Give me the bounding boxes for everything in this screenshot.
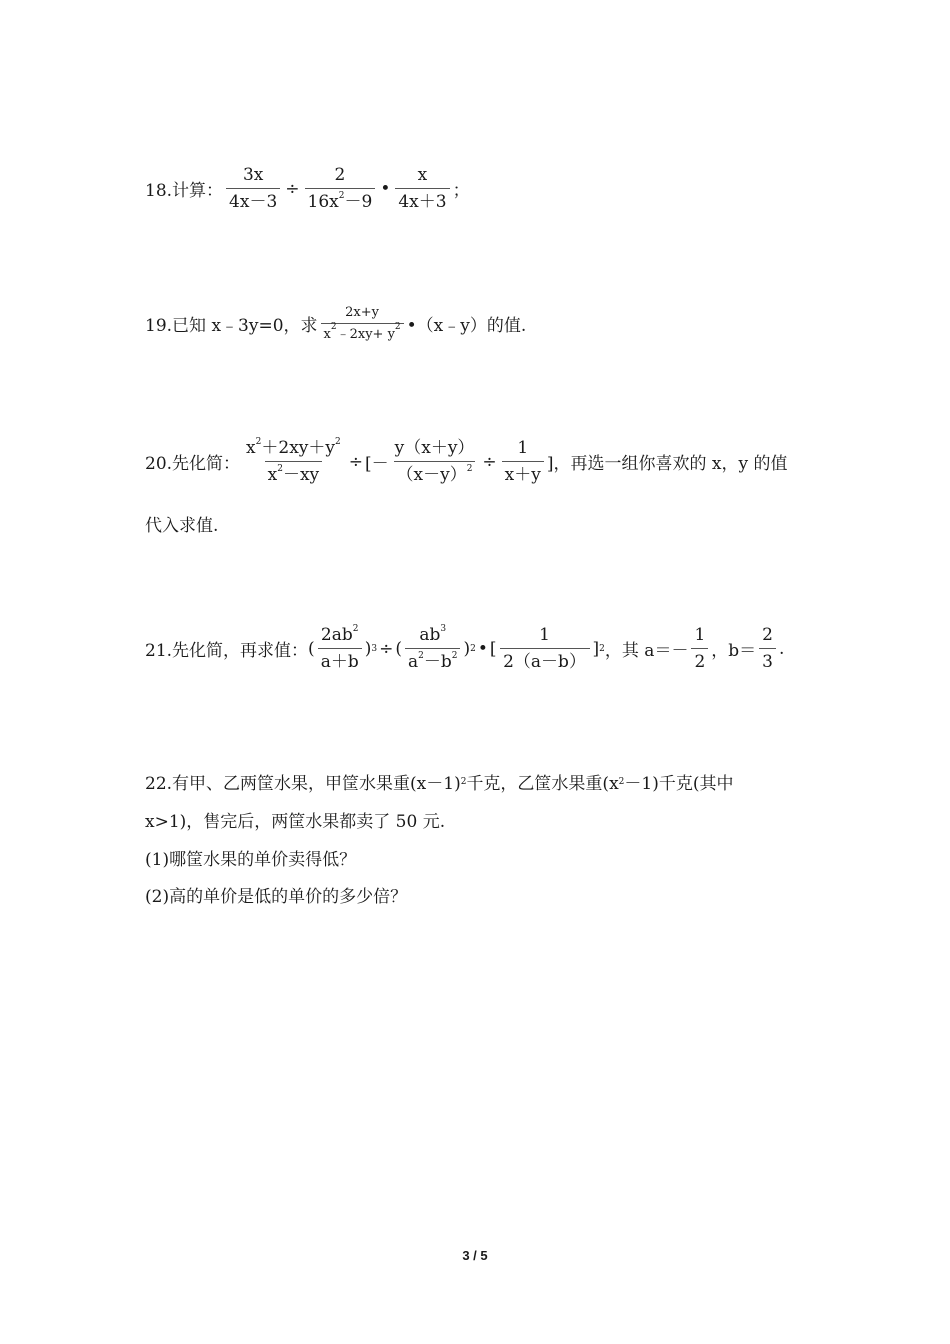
- q21-fraction-1: $\frac{2ab^2}{a+b}$: [318, 625, 362, 672]
- q19-fraction: $\frac{2x+y}{x^2﹣2xy+ y^2}$: [321, 305, 404, 342]
- q18-fraction-3: $\frac{x}{4x+3}$: [395, 165, 449, 212]
- question-20-line-2: 代入求值.: [145, 516, 219, 536]
- q21-fraction-3: $\frac{1}{2(a-b)}$: [500, 625, 590, 672]
- q21-label: 21.先化简，再求值：: [145, 641, 309, 661]
- page-number: 3 / 5: [462, 1248, 488, 1263]
- question-22-part-2: (2)高的单价是低的单价的多少倍？: [145, 887, 408, 907]
- q21-fraction-2: $\frac{ab^3}{a^2-b^2}$: [405, 625, 461, 672]
- question-22-line-1: 22.有甲、乙两筐水果，甲筐水果重(x－1) 2 千克，乙筐水果重(x 2 －1)千克(其中: [145, 774, 734, 794]
- q21-fraction-a: $\frac{1}{2}$: [691, 625, 708, 672]
- question-22-part-1: (1)哪筐水果的单价卖得低？: [145, 850, 357, 870]
- question-19: [145, 305, 526, 342]
- q20-fraction-2: $\frac{y(x+y)}{(x-y)^2}$: [394, 438, 475, 485]
- q21-fraction-b: $\frac{2}{3}$: [759, 625, 776, 672]
- q20-fraction-1: $\frac{x^2+2xy+y^2}{x^2-xy}$: [246, 437, 341, 485]
- q18-fraction-2: $\frac{2}{16x^2-9}$: [305, 165, 376, 212]
- multiply-dot: •: [380, 178, 391, 199]
- question-21: 21.先化简，再求值： ( $\frac{2ab^2}{a+b}$ ) 3 ÷ ( $\frac{ab^3}{a^2-b^2}$ ) 2 • [ $\frac{1}{2(a-b)}$ ] 2 ，其 a＝－ $\frac{1}{2}$ ，b＝ $\frac{2}{3}$ .: [145, 624, 785, 672]
- question-22-line-2: x>1)，售完后，两筐水果都卖了 50 元.: [145, 812, 446, 832]
- q20-tail: ]，再选一组你喜欢的 x，y 的值: [546, 454, 788, 474]
- question-20: 20.先化简： $\frac{x^2+2xy+y^2}{x^2-xy}$ ÷ [－ $\frac{y(x+y)}{(x-y)^2}$ ÷ $\frac{1}{x+y}$ ]，再选一组你喜欢的 x，y 的值: [145, 437, 788, 485]
- q19-tail: •（x﹣y）的值.: [406, 316, 527, 336]
- q18-fraction-1: $\frac{3x}{4x-3}$: [226, 165, 280, 212]
- question-18: 18.计算： $\frac{3x}{4x-3}$ ÷ $\frac{2}{16x^2-9}$ • $\frac{x}{4x+3}$ ；: [145, 165, 470, 212]
- q20-fraction-3: $\frac{1}{x+y}$: [502, 438, 544, 485]
- q19-label: 19.已知 x﹣3y=0，求: [145, 316, 318, 336]
- q18-label: 18.计算：: [145, 181, 224, 201]
- q20-label: 20.先化简：: [145, 454, 241, 474]
- divide-sign: ÷: [285, 178, 300, 199]
